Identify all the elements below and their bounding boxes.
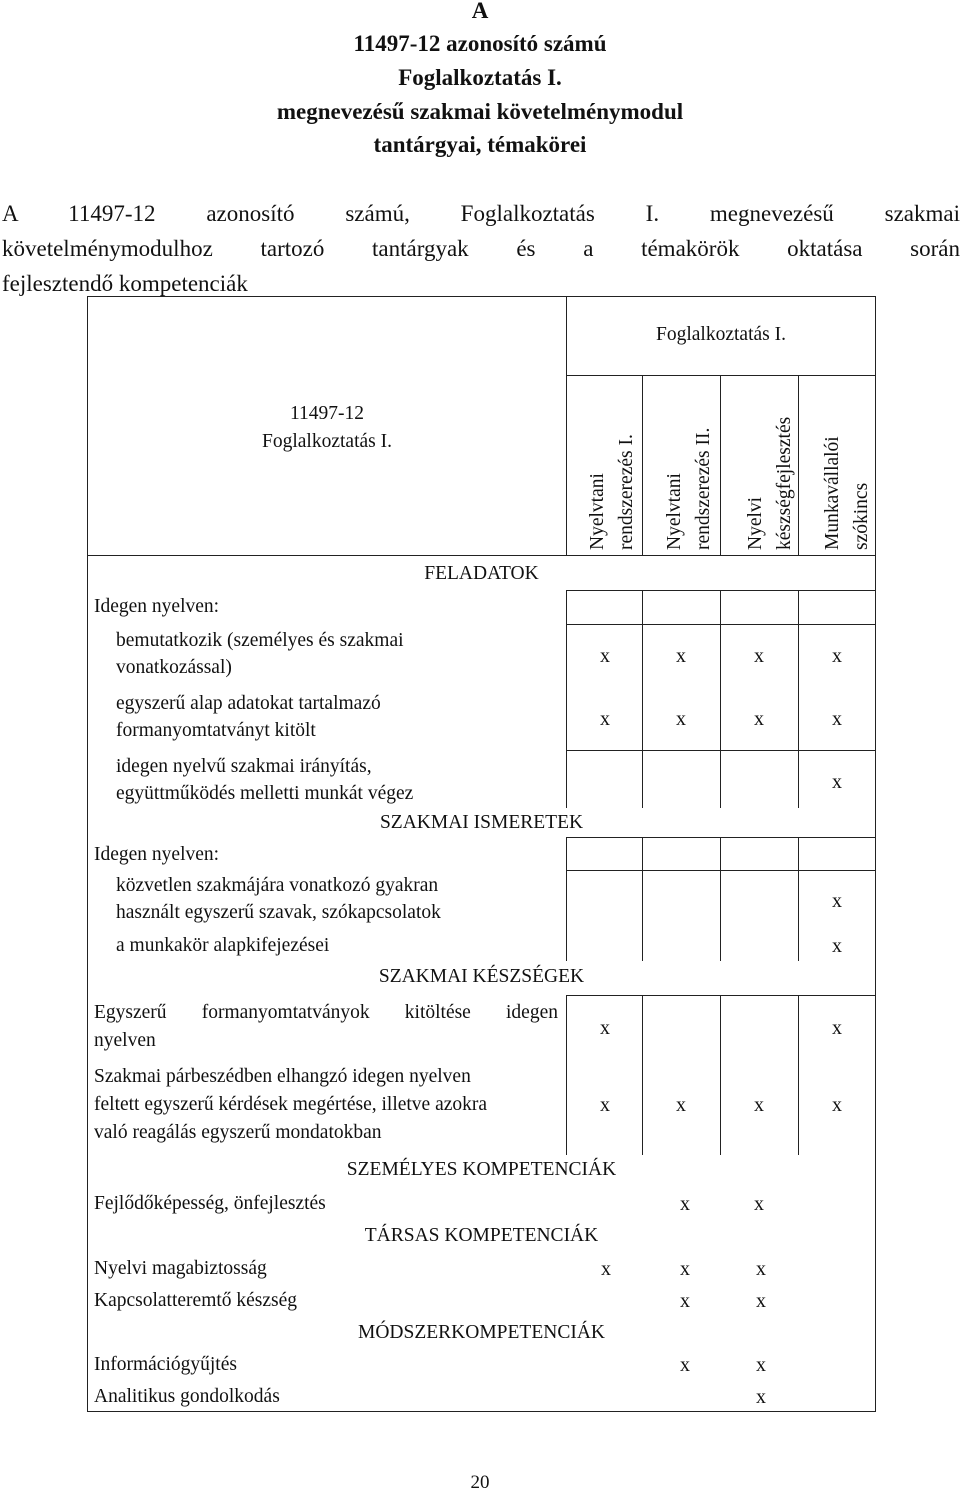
heading-code: 11497-12 azonosító számú bbox=[353, 31, 607, 56]
grid-line bbox=[642, 837, 643, 961]
column-header bbox=[741, 380, 799, 550]
heading-letter: A bbox=[471, 0, 489, 23]
row-line bbox=[566, 375, 876, 376]
page-number: 20 bbox=[470, 1472, 490, 1493]
row-line bbox=[87, 555, 876, 556]
mark: x bbox=[832, 771, 842, 793]
mark: x bbox=[756, 1386, 766, 1408]
grid-line bbox=[566, 624, 876, 625]
mark: x bbox=[756, 1290, 766, 1312]
grid-line bbox=[566, 750, 876, 751]
mark: x bbox=[832, 645, 842, 667]
mark: x bbox=[680, 1258, 690, 1280]
heading-subtitle-2: tantárgyai, témakörei bbox=[373, 132, 587, 157]
row-label: Analitikus gondolkodás bbox=[94, 1386, 280, 1407]
mark: x bbox=[600, 1094, 610, 1116]
heading-title: Foglalkoztatás I. bbox=[398, 65, 562, 90]
mark: x bbox=[754, 645, 764, 667]
grid-line bbox=[798, 837, 799, 961]
row-label: a munkakör alapkifejezései bbox=[116, 935, 330, 956]
mark: x bbox=[754, 708, 764, 730]
column-header-line: rendszerezés I. bbox=[616, 434, 637, 550]
row-label: használt egyszerű szavak, szókapcsolatok bbox=[116, 902, 441, 923]
mark: x bbox=[601, 1258, 611, 1280]
grid-line bbox=[642, 590, 643, 808]
grid-line bbox=[566, 870, 876, 871]
row-label: Fejlődőképesség, önfejlesztés bbox=[94, 1193, 326, 1214]
grid-line bbox=[566, 837, 876, 838]
column-separator bbox=[720, 375, 721, 556]
grid-line bbox=[720, 590, 721, 808]
grid-line bbox=[720, 995, 721, 1155]
grid-line bbox=[566, 995, 876, 996]
grid-line bbox=[798, 995, 799, 1155]
table-border bbox=[87, 1411, 876, 1412]
row-label: vonatkozással) bbox=[116, 657, 232, 678]
section-title: MÓDSZERKOMPETENCIÁK bbox=[357, 1322, 605, 1343]
section-title: FELADATOK bbox=[424, 563, 539, 584]
column-header-line: szókincs bbox=[851, 482, 872, 550]
mark: x bbox=[832, 890, 842, 912]
module-name: Foglalkoztatás I. bbox=[262, 431, 392, 452]
row-label: idegen nyelvű szakmai irányítás, bbox=[116, 756, 372, 777]
column-header-line: Nyelvi bbox=[745, 496, 766, 550]
mark: x bbox=[600, 1017, 610, 1039]
row-label: formanyomtatványt kitölt bbox=[116, 720, 316, 741]
grid-line bbox=[566, 590, 876, 591]
grid-line bbox=[798, 590, 799, 808]
heading-subtitle: megnevezésű szakmai követelménymodul bbox=[276, 99, 684, 124]
column-header bbox=[660, 380, 718, 550]
mark: x bbox=[756, 1354, 766, 1376]
column-header bbox=[818, 380, 876, 550]
row-label: Egyszerű formanyomtatványok kitöltése idegen bbox=[94, 1002, 558, 1023]
mark: x bbox=[832, 708, 842, 730]
intro-line: fejlesztendő kompetenciák bbox=[2, 271, 248, 296]
group-label: Idegen nyelven: bbox=[94, 844, 220, 865]
column-header-line: készségfejlesztés bbox=[774, 416, 795, 550]
mark: x bbox=[754, 1094, 764, 1116]
column-header-line: Nyelvtani bbox=[587, 473, 608, 550]
mark: x bbox=[754, 1193, 764, 1215]
column-header-line: Munkavállalói bbox=[822, 436, 843, 550]
row-label: Kapcsolatteremtő készség bbox=[94, 1290, 298, 1311]
column-separator bbox=[642, 375, 643, 556]
mark: x bbox=[676, 645, 686, 667]
mark: x bbox=[680, 1290, 690, 1312]
intro-line: követelménymodulhoz tartozó tantárgyak és a témakörök oktatása során bbox=[2, 236, 960, 261]
subject-header: Foglalkoztatás I. bbox=[656, 324, 786, 345]
row-label: feltett egyszerű kérdések megértése, illetve azokra bbox=[94, 1094, 488, 1115]
row-label: való reagálás egyszerű mondatokban bbox=[94, 1122, 382, 1143]
grid-line bbox=[720, 837, 721, 961]
mark: x bbox=[832, 1017, 842, 1039]
section-title: TÁRSAS KOMPETENCIÁK bbox=[364, 1225, 599, 1246]
column-header-line: rendszerezés II. bbox=[693, 427, 714, 550]
grid-line bbox=[566, 837, 567, 961]
row-label: bemutatkozik (személyes és szakmai bbox=[116, 630, 404, 651]
mark: x bbox=[680, 1193, 690, 1215]
grid-line bbox=[642, 995, 643, 1155]
row-label: Szakmai párbeszédben elhangzó idegen nyelven bbox=[94, 1066, 471, 1087]
grid-line bbox=[566, 995, 567, 1155]
group-label: Idegen nyelven: bbox=[94, 596, 220, 617]
row-label: közvetlen szakmájára vonatkozó gyakran bbox=[116, 875, 439, 896]
column-header bbox=[583, 380, 641, 550]
mark: x bbox=[832, 1094, 842, 1116]
row-label: egyszerű alap adatokat tartalmazó bbox=[116, 693, 381, 714]
mark: x bbox=[600, 645, 610, 667]
mark: x bbox=[600, 708, 610, 730]
section-title: SZEMÉLYES KOMPETENCIÁK bbox=[346, 1159, 617, 1180]
row-label: együttműködés melletti munkát végez bbox=[116, 783, 414, 804]
mark: x bbox=[680, 1354, 690, 1376]
section-title: SZAKMAI KÉSZSÉGEK bbox=[378, 966, 585, 987]
mark: x bbox=[676, 1094, 686, 1116]
module-code: 11497-12 bbox=[289, 403, 365, 424]
intro-line: A 11497-12 azonosító számú, Foglalkoztatás I. megnevezésű szakmai bbox=[2, 201, 960, 226]
table-border bbox=[87, 296, 876, 297]
row-label: nyelven bbox=[94, 1030, 156, 1051]
row-label: Nyelvi magabiztosság bbox=[94, 1258, 267, 1279]
mark: x bbox=[832, 935, 842, 957]
grid-line bbox=[566, 590, 567, 808]
section-title: SZAKMAI ISMERETEK bbox=[379, 812, 584, 833]
mark: x bbox=[756, 1258, 766, 1280]
row-label: Információgyűjtés bbox=[94, 1354, 237, 1375]
column-header-line: Nyelvtani bbox=[664, 473, 685, 550]
mark: x bbox=[676, 708, 686, 730]
